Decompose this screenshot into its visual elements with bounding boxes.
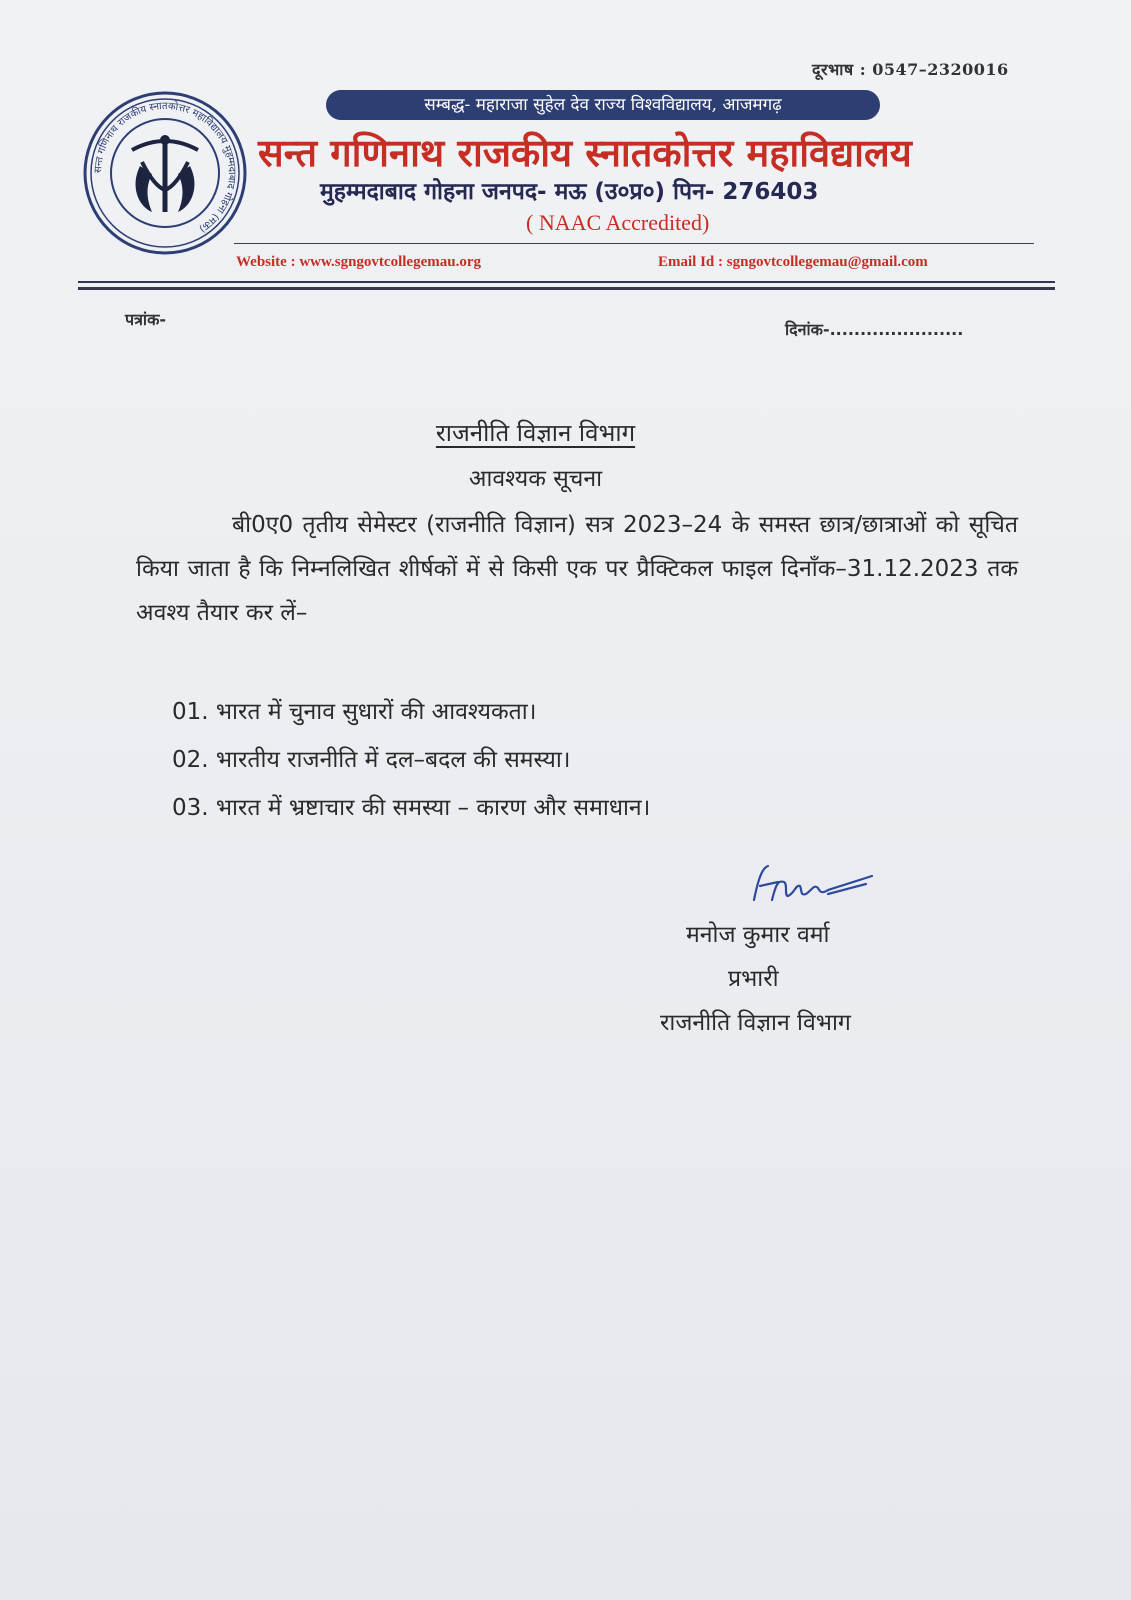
college-name: सन्त गणिनाथ राजकीय स्नातकोत्तर महाविद्यालय: [258, 130, 912, 175]
affiliation-banner: सम्बद्ध- महाराजा सुहेल देव राज्य विश्वविद्यालय, आजमगढ़: [326, 90, 880, 120]
reference-number-label: पत्रांक-: [125, 310, 166, 329]
department-heading-text: राजनीति विज्ञान विभाग: [435, 419, 636, 447]
header-double-rule-bottom: [78, 287, 1055, 290]
signatory-role: प्रभारी: [728, 966, 779, 992]
notice-paragraph: बी0ए0 तृतीय सेमेस्टर (राजनीति विज्ञान) सत्र 2023–24 के समस्त छात्र/छात्राओं को सूचित किया जाता है कि निम्नलिखित शीर्षकों में से किसी एक पर प्रैक्टिकल फाइल दिनाँक–31.12.2023 तक अवश्य तैयार कर लें–: [136, 512, 1018, 626]
handwritten-signature: [748, 860, 878, 910]
college-address: मुहम्मदाबाद गोहना जनपद- मऊ (उ०प्र०) पिन- 276403: [320, 179, 819, 205]
list-item: 03. भारत में भ्रष्टाचार की समस्या – कारण और समाधान।: [172, 795, 651, 821]
header-divider: [234, 243, 1034, 244]
list-item: 02. भारतीय राजनीति में दल–बदल की समस्या।: [172, 747, 571, 773]
college-seal-logo: [82, 90, 248, 256]
date-label: दिनांक-......................: [785, 320, 964, 339]
topic-list: [172, 688, 1022, 832]
notice-title: [0, 462, 1131, 496]
department-heading: [0, 416, 1131, 450]
phone-number: दूरभाष : 0547–2320016: [812, 60, 1009, 79]
website-link[interactable]: Website : www.sgngovtcollegemau.org: [236, 254, 481, 270]
signatory-department: राजनीति विज्ञान विभाग: [660, 1010, 851, 1036]
email-link[interactable]: Email Id : sgngovtcollegemau@gmail.com: [658, 254, 928, 270]
notice-title-text: आवश्यक सूचना: [468, 466, 603, 492]
header-double-rule-top: [78, 281, 1055, 283]
signatory-name: मनोज कुमार वर्मा: [686, 922, 830, 948]
list-item: 01. भारत में चुनाव सुधारों की आवश्यकता।: [172, 699, 537, 725]
seal-text: सन्त गणिनाथ राजकीय स्नातकोत्तर महाविद्यालय मुहम्मदाबाद गोहना (मऊ): [92, 100, 238, 235]
naac-accreditation: ( NAAC Accredited): [526, 210, 710, 235]
